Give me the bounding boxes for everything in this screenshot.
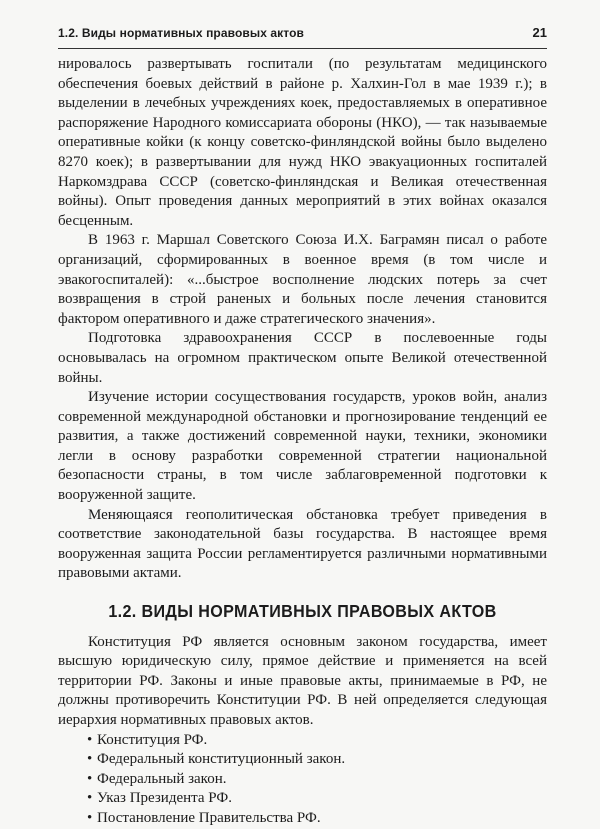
running-header-title: 1.2. Виды нормативных правовых актов — [58, 26, 305, 40]
body-text — [58, 55, 547, 829]
list-item — [88, 770, 547, 790]
bullet-marker: • — [87, 790, 93, 807]
paragraph: Конституция РФ является основным законом государства, имеет высшую юридическую силу, прямое действие и применяется на всей территории РФ. Законы и иные правовые акты, принимаемые в РФ, не должны противоречить Конституции РФ. В ней определяется следующая иерархия нормативных правовых актов. — [58, 633, 547, 728]
paragraph: Меняющаяся геополитическая обстановка требует приведения в соответствие законодательной базы государства. В настоящее время вооруженная защита России регламентируется различными нормативными правовыми актами. — [58, 506, 547, 582]
list-item — [88, 789, 547, 809]
list-item-text: Федеральный конституционный закон. — [97, 751, 346, 768]
bullet-marker: • — [87, 731, 93, 748]
list-item — [88, 750, 547, 770]
paragraph: нировалось развертывать госпитали (по результатам медицинского обеспечения боевых действий в районе р. Халхин-Гол в мае 1939 г.); в выделении в лечебных учреждениях коек, предоставляемых в оперативное распоряжение Народного комиссариата обороны (НКО), — так называемые оперативные койки (к концу советско-финляндской войны было выделено 8270 коек); в развертывании для нужд НКО эвакуационных госпиталей Наркомздрава СССР (советско-финляндская и Великая отечественная войны). Опыт проведения данных мероприятий в этих войнах оказался бесценным. — [58, 56, 547, 229]
list-item-text: Конституция РФ. — [97, 731, 208, 748]
list-item-text: Постановление Правительства РФ. — [97, 809, 321, 826]
paragraph: Изучение истории сосуществования государств, уроков войн, анализ современной международной обстановки и прогнозирование тенденций ее развития, а также достижений современной науки, техники, экономики легли в основу разработки современной стратегии национальной безопасности страны, в том числе заблаговременной подготовки к вооруженной защите. — [58, 389, 547, 504]
bullet-marker: • — [87, 809, 93, 826]
paragraph: В 1963 г. Маршал Советского Союза И.Х. Баграмян писал о работе организаций, сформированных в военное время (в том числе и эвакогоспиталей): «...быстрое восполнение людских потерь за счет возвращения в строй раненых и больных после лечения становится фактором оперативного и даже стратегического значения». — [58, 232, 547, 327]
bullet-marker: • — [87, 751, 93, 768]
section-heading: 1.2. ВИДЫ НОРМАТИВНЫХ ПРАВОВЫХ АКТОВ — [108, 601, 497, 622]
paragraph: Подготовка здравоохранения СССР в послевоенные годы основывалась на огромном практическом опыте Великой отечественной войны. — [58, 330, 547, 386]
bullet-marker: • — [87, 770, 93, 787]
list-item-text: Федеральный закон. — [97, 770, 227, 787]
list-item — [88, 731, 547, 751]
running-header — [58, 22, 547, 49]
list-item-text: Указ Президента РФ. — [97, 790, 232, 807]
list-item — [88, 809, 547, 829]
page-number: 21 — [532, 25, 547, 40]
bullet-list — [58, 731, 547, 829]
